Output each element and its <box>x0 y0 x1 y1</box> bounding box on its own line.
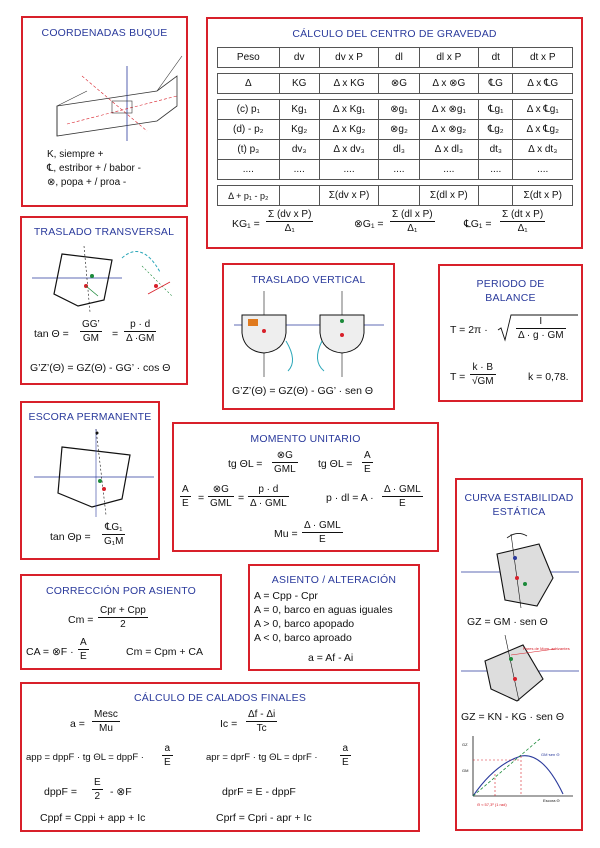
table-header: dv <box>279 48 319 68</box>
momento-c-frac-1: $\frac{A}{E}$ <box>182 484 189 509</box>
table-cell: ⊗g₂ <box>379 120 419 140</box>
calados-cpp: Cppf = Cppi + app + Ic <box>40 812 146 824</box>
calados-a-lhs: a = <box>70 718 85 730</box>
table-row <box>218 120 573 140</box>
transversal-eq: = <box>112 328 119 340</box>
table-cell: Σ(dl x P) <box>419 186 479 206</box>
table-cell: Δ x ℄g₁ <box>513 100 573 120</box>
table-cell: Δ x dl₃ <box>419 140 479 160</box>
cg-table <box>217 47 573 206</box>
vertical-f1: G’Z’(Θ) = GZ(Θ) - GG’ · sen Θ <box>232 385 374 397</box>
coordenadas-line-2: ℄, estribor + / babor - <box>47 163 141 174</box>
kg1-fraction: $\frac{\text{Σ (dv x P)}}{\text{Δ₁}}$ <box>268 209 312 234</box>
calados-apr-frac: $\frac{a}{E}$ <box>342 743 349 768</box>
traslado-vertical-box <box>222 263 395 410</box>
calados-a-frac: Mesc Mu <box>94 709 118 734</box>
momento-d-frac: Δ · GML E <box>384 484 421 509</box>
table-cell: (t) p₃ <box>218 140 280 160</box>
escora-f1-lhs: tan Θp = <box>50 531 91 543</box>
cg1-formula-lhs: ℄G₁ = <box>464 218 492 230</box>
cg1-fraction: $\frac{\text{Σ (dt x P)}}{\text{Δ₁}}$ <box>502 209 544 234</box>
table-cell: ⊗g₁ <box>379 100 419 120</box>
table-cell: ℄G <box>479 74 513 94</box>
table-cell: Δ x Kg₁ <box>319 100 379 120</box>
table-header: dt <box>479 48 513 68</box>
vertical-diagram <box>234 291 384 381</box>
transversal-diagram <box>32 246 182 316</box>
centro-gravedad-box <box>206 17 583 249</box>
calados-dpp-lhs: dppF = <box>44 786 77 798</box>
periodo-balance-box <box>438 264 583 402</box>
escora-permanente-box <box>20 401 160 560</box>
correccion-title: CORRECCIÓN POR ASIENTO <box>45 585 197 597</box>
escora-diagram <box>34 427 154 517</box>
coordenadas-line-3: ⊗, popa + / proa - <box>47 177 127 188</box>
momento-e-frac: Δ · GML E <box>304 520 341 545</box>
periodo-f2-lhs: T = <box>450 371 466 383</box>
asiento-line-4: A < 0, barco aproado <box>254 632 352 644</box>
table-cell: ℄g₂ <box>479 120 513 140</box>
table-cell: ℄g₁ <box>479 100 513 120</box>
calados-ic-frac: $\frac{\Delta f - \Delta i}{Tc}$ <box>248 709 276 734</box>
asiento-line-2: A = 0, barco en aguas iguales <box>254 604 393 616</box>
table-header: dv x P <box>319 48 379 68</box>
calados-app-lhs: app = dppF · tg ΘL = dppF · <box>26 752 144 763</box>
table-cell: .... <box>513 160 573 180</box>
calados-dpp-frac: $\frac{E}{2}$ <box>94 777 101 802</box>
asiento-line-1: A = Cpp - Cpr <box>254 590 318 602</box>
asiento-alteracion-box <box>248 564 420 671</box>
momento-unitario-box <box>172 422 439 552</box>
table-cell: .... <box>279 160 319 180</box>
calados-cpr: Cprf = Cpri - apr + Ic <box>216 812 312 824</box>
correccion-frac-1: Cpr + Cpp 2 <box>100 605 146 630</box>
curva-diagram-label-6: GM <box>462 768 469 773</box>
curva-title-2: ESTÁTICA <box>492 506 546 518</box>
centro-gravedad-title: CÁLCULO DEL CENTRO DE GRAVEDAD <box>292 28 497 40</box>
traslado-transversal-box <box>20 216 188 385</box>
table-cell <box>279 186 319 206</box>
kg1-formula-lhs: KG₁ = <box>232 218 260 230</box>
og1-fraction: $\frac{\text{Σ (dl x P)}}{\text{Δ₁}}$ <box>392 209 433 234</box>
momento-d-lhs: p · dl = A · <box>326 492 374 504</box>
table-cell: .... <box>218 160 280 180</box>
table-cell <box>379 186 419 206</box>
table-cell: Δ x KG <box>319 74 379 94</box>
periodo-frac-2: $\frac{k \cdot B}{√GM}$ <box>472 362 494 387</box>
momento-e-lhs: Mu = <box>274 528 298 540</box>
curva-diagram-label-4: Θ ≈ 57,3º (1 rad) <box>477 802 507 807</box>
table-cell: (c) p₁ <box>218 100 280 120</box>
momento-b-lhs: tg ΘL = <box>318 458 353 470</box>
periodo-frac-1: $\frac{I}{\Delta \cdot g \cdot GM}$ <box>518 316 564 341</box>
transversal-frac-2: $\frac{p \cdot d}{\Delta \cdot GM}$ <box>126 319 155 344</box>
table-cell: dv₃ <box>279 140 319 160</box>
table-cell: .... <box>319 160 379 180</box>
table-cell: .... <box>379 160 419 180</box>
momento-b-frac: $\frac{A}{E}$ <box>364 450 371 475</box>
table-row <box>218 140 573 160</box>
table-cell: Kg₁ <box>279 100 319 120</box>
momento-c-eq-2: = <box>238 492 245 504</box>
table-cell: Δ x ℄g₂ <box>513 120 573 140</box>
table-cell: dl₃ <box>379 140 419 160</box>
calados-finales-box <box>20 682 420 832</box>
curva-diagram-label-5: GZ <box>462 742 468 747</box>
table-cell: Δ x ⊗G <box>419 74 479 94</box>
table-cell: .... <box>479 160 513 180</box>
table-cell: Δ + p₁ - p₂ <box>218 186 280 206</box>
og1-formula-lhs: ⊗G₁ = <box>354 218 384 230</box>
calados-title: CÁLCULO DE CALADOS FINALES <box>133 692 307 704</box>
table-header: dt x P <box>513 48 573 68</box>
table-header: dl <box>379 48 419 68</box>
coordenadas-line-1: K, siempre + <box>47 149 104 160</box>
table-cell: (d) - p₂ <box>218 120 280 140</box>
table-header: dl x P <box>419 48 479 68</box>
escora-frac: $\frac{\text{℄G₁}}{\text{G₁M}}$ <box>104 522 124 547</box>
correccion-f3: Cm = Cpm + CA <box>126 646 204 658</box>
correccion-f1-lhs: Cm = <box>68 614 94 626</box>
momento-c-frac-2: ⊗G GML <box>210 484 232 509</box>
table-cell: Δ x ℄G <box>513 74 573 94</box>
table-cell: KG <box>279 74 319 94</box>
calados-ic-lhs: Ic = <box>220 718 238 730</box>
table-cell: Σ(dt x P) <box>513 186 573 206</box>
coordenadas-title: COORDENADAS BUQUE <box>41 27 168 39</box>
table-cell: .... <box>419 160 479 180</box>
calados-dpp-rhs: - ⊗F <box>110 786 132 798</box>
momento-c-eq-1: = <box>198 492 205 504</box>
calados-app-frac: $\frac{a}{E}$ <box>164 743 171 768</box>
asiento-title: ASIENTO / ALTERACIÓN <box>271 574 397 586</box>
transversal-title: TRASLADO TRANSVERSAL <box>33 226 175 238</box>
transversal-f2: G’Z’(Θ) = GZ(Θ) - GG’ · cos Θ <box>30 362 171 374</box>
momento-a-frac: ⊗G GML <box>274 450 296 475</box>
momento-c-frac-3: p · d Δ · GML <box>250 484 287 509</box>
table-cell: dt₃ <box>479 140 513 160</box>
table-cell: Δ x dv₃ <box>319 140 379 160</box>
table-total-row <box>218 186 573 206</box>
table-cell: Δ x Kg₂ <box>319 120 379 140</box>
table-row <box>218 100 573 120</box>
table-row <box>218 160 573 180</box>
table-header: Peso <box>218 48 280 68</box>
coordenadas-box <box>21 16 188 207</box>
periodo-f2-rhs: k = 0,78. <box>528 371 569 383</box>
curva-diagram-label-3: GM·sen Θ <box>541 752 560 757</box>
table-cell: Kg₂ <box>279 120 319 140</box>
transversal-frac-1: $\frac{GG’}{GM}$ <box>82 319 100 344</box>
vertical-title: TRASLADO VERTICAL <box>251 274 366 286</box>
periodo-title-2: BALANCE <box>485 292 536 304</box>
escora-title: ESCORA PERMANENTE <box>28 411 152 423</box>
asiento-line-3: A > 0, barco apopado <box>254 618 355 630</box>
table-cell: Δ x ⊗g₂ <box>419 120 479 140</box>
table-cell: ⊗G <box>379 74 419 94</box>
table-cell: Σ(dv x P) <box>319 186 379 206</box>
curva-f2: GZ = KN - KG · sen Θ <box>461 711 564 723</box>
table-cell: Δ <box>218 74 280 94</box>
momento-a-lhs: tg ΘL = <box>228 458 263 470</box>
transversal-f1-lhs: tan Θ = <box>34 328 69 340</box>
periodo-title-1: PERIODO DE <box>476 278 545 290</box>
curva-title-1: CURVA ESTABILIDAD <box>464 492 574 504</box>
curva-f1: GZ = GM · sen Θ <box>467 616 548 628</box>
momento-title: MOMENTO UNITARIO <box>250 433 361 445</box>
table-row <box>218 74 573 94</box>
correccion-frac-2: $\frac{A}{E}$ <box>80 637 87 662</box>
ship-axes-diagram <box>27 46 187 146</box>
correccion-asiento-box <box>20 574 222 670</box>
curva-diagram-label-2: Escora Θ <box>543 798 560 803</box>
table-cell <box>479 186 513 206</box>
correccion-f2-lhs: CA = ⊗F · <box>26 646 74 658</box>
table-cell: Δ x dt₃ <box>513 140 573 160</box>
curva-estabilidad-box <box>455 478 583 831</box>
periodo-f1-lhs: T = 2π · <box>450 324 488 336</box>
table-header-row <box>218 48 573 68</box>
curva-chart <box>465 734 575 804</box>
table-cell: Δ x ⊗g₁ <box>419 100 479 120</box>
curva-diagram-label-1: Pares de Mom. adrizantes <box>523 646 570 651</box>
asiento-f1: a = Af - Ai <box>308 652 354 664</box>
calados-dpr: dprF = E - dppF <box>222 786 296 798</box>
calados-apr-lhs: apr = dprF · tg ΘL = dprF · <box>206 752 318 763</box>
curva-diagram-1 <box>461 528 579 608</box>
